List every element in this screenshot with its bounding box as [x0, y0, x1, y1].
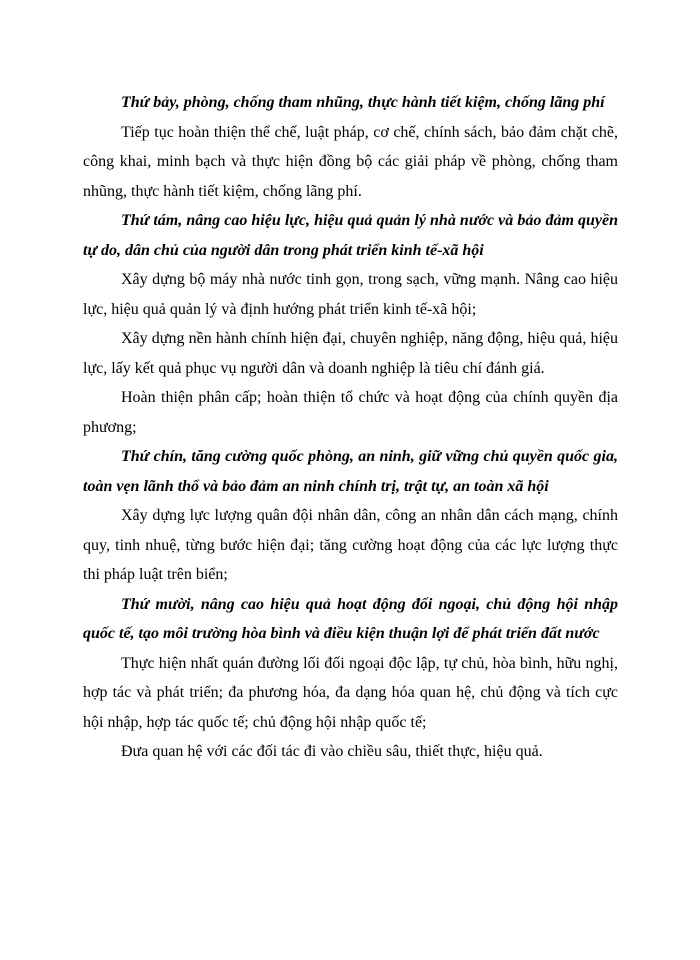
document-page: [83, 88, 618, 767]
body-paragraph: Xây dựng lực lượng quân đội nhân dân, công an nhân dân cách mạng, chính quy, tinh nhuệ, từng bước hiện đại; tăng cường hoạt động của các lực lượng thực thi pháp luật trên biển;: [83, 507, 618, 583]
body-paragraph: Tiếp tục hoàn thiện thể chế, luật pháp, cơ chế, chính sách, bảo đảm chặt chẽ, công khai, minh bạch và thực hiện đồng bộ các giải pháp về phòng, chống tham nhũng, thực hành tiết kiệm, chống lãng phí.: [83, 123, 618, 200]
section-heading: Thứ mười, nâng cao hiệu quả hoạt động đối ngoại, chủ động hội nhập quốc tế, tạo môi trường hòa bình và điều kiện thuận lợi để phát triển đất nước: [83, 595, 618, 642]
body-paragraph: Hoàn thiện phân cấp; hoàn thiện tổ chức và hoạt động của chính quyền địa phương;: [83, 389, 618, 436]
section-heading: Thứ chín, tăng cường quốc phòng, an ninh, giữ vững chủ quyền quốc gia, toàn vẹn lãnh thổ và bảo đảm an ninh chính trị, trật tự, an toàn xã hội: [83, 448, 618, 495]
section-heading: Thứ bảy, phòng, chống tham nhũng, thực hành tiết kiệm, chống lãng phí: [121, 94, 605, 111]
body-paragraph: Đưa quan hệ với các đối tác đi vào chiều sâu, thiết thực, hiệu quả.: [121, 743, 543, 760]
section-heading: Thứ tám, nâng cao hiệu lực, hiệu quả quản lý nhà nước và bảo đảm quyền tự do, dân chủ của người dân trong phát triển kinh tế-xã hội: [83, 212, 618, 259]
body-paragraph: Thực hiện nhất quán đường lối đối ngoại độc lập, tự chủ, hòa bình, hữu nghị, hợp tác và phát triển; đa phương hóa, đa dạng hóa quan hệ, chủ động và tích cực hội nhập, hợp tác quốc tế; chủ động hội nhập quốc tế;: [83, 654, 618, 731]
body-paragraph: Xây dựng nền hành chính hiện đại, chuyên nghiệp, năng động, hiệu quả, hiệu lực, lấy kết quả phục vụ người dân và doanh nghiệp là tiêu chí đánh giá.: [83, 330, 618, 377]
body-paragraph: Xây dựng bộ máy nhà nước tinh gọn, trong sạch, vững mạnh. Nâng cao hiệu lực, hiệu quả quản lý và định hướng phát triển kinh tế-xã hội;: [83, 271, 618, 318]
